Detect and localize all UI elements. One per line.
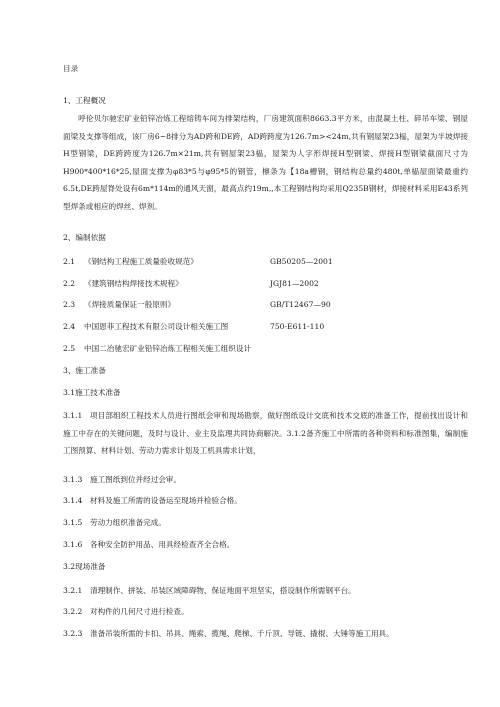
basis-item-num: 2.2 — [63, 279, 76, 288]
item-text: 施工图纸到位并经过会审。 — [90, 475, 182, 484]
item-text: 清理制作、拼装、吊装区域障碍物，保证地面平坦坚实，搭设制作所需钢平台。 — [90, 586, 356, 595]
basis-item-title: 中国二冶驰宏矿业铅锌冶炼工程相关施工组织设计 — [84, 344, 252, 353]
item-text: 准备吊装所需的卡扣、吊具、绳索、揽绳、爬梯、千斤顶、导链、撬棍、大锤等施工用具。 — [90, 629, 394, 638]
paragraph-num: 3.1.1 — [63, 411, 83, 420]
basis-item-num: 2.4 — [63, 322, 76, 331]
item-num: 3.1.4 — [63, 496, 83, 505]
section-1-heading: 1、工程概况 — [63, 96, 106, 105]
item-text: 对构件的几何尺寸进行检查。 — [90, 607, 189, 616]
basis-item-title: 《建筑钢结构焊接技术规程》 — [84, 279, 183, 288]
section-3-2-heading: 3.2现场准备 — [63, 562, 106, 571]
basis-item-code: JGJ81—2002 — [270, 279, 319, 288]
item-text: 各种安全防护用品、用具经检查齐全合格。 — [90, 540, 235, 549]
toc-title: 目录 — [63, 64, 79, 73]
section-3-heading: 3、施工准备 — [63, 366, 106, 375]
paragraph-text: 项目部组织工程技术人员进行图纸会审和现场勘察，做好图纸设计交底和技术交底的准备工作，提前找出设计和施工中存在的关键问题，及时与设计、业主及监理共同协商解决。3.1.2备齐施工中所需的各种资料和标准图集，编制施工图预算、材料计划、劳动力需求计划及工机具需求计划， — [63, 411, 468, 456]
basis-item-num: 2.5 — [63, 344, 76, 353]
item-num: 3.1.3 — [63, 475, 83, 484]
item-num: 3.1.6 — [63, 540, 83, 549]
basis-item-code: GB50205—2001 — [270, 257, 333, 266]
section-2-heading: 2、编制依据 — [63, 233, 106, 242]
item-num: 3.1.5 — [63, 518, 83, 527]
item-text: 劳动力组织准备完成。 — [90, 518, 166, 527]
item-num: 3.2.1 — [63, 586, 83, 595]
basis-item-title: 《钢结构工程施工质量验收规范》 — [84, 257, 198, 266]
item-num: 3.2.3 — [63, 629, 83, 638]
section-3-1-heading: 3.1施工技术准备 — [63, 388, 121, 397]
basis-item-num: 2.1 — [63, 257, 76, 266]
section-1-paragraph-text: 呼伦贝尔驰宏矿业铅锌冶炼工程熔铸车间为排架结构，厂房建筑面积8663.3平方米，由混凝土柱、碎吊车梁、钢屋面梁及支撑等组成，该厂房6~8排分为AD跨和DE跨，AD跨跨度为126.7m><24m,共有钢屋架23榀，屋架为半坡焊接H型钢梁，DE跨跨度为126.7m×21m,共有钢屋架23榀，屋架为人字形焊接H型钢梁、焊接H型钢梁截面尺寸为H900*400*16*25,屋面支撑为φ83*5与φ95*5的钢管，檩条为【18a槽钢，钢结构总量约480t,单榀屋面梁最重约6.5t,DE跨屋脊处设有6m*114m的通风天窗，最高点约19m,,本工程钢结构均采用Q235B钢材，焊接材料采用E43系列型焊条或相应的焊丝、焊剂。 — [63, 114, 468, 211]
basis-item-title: 中国恩菲工程技术有限公司设计相关施工图 — [84, 322, 229, 331]
item-num: 3.2.2 — [63, 607, 83, 616]
item-text: 材料及施工所需的设备运至现场并检验合格。 — [90, 496, 242, 505]
basis-item-code: GB/T12467—90 — [270, 300, 331, 309]
section-3-1-1-paragraph — [63, 407, 468, 460]
section-1-paragraph — [63, 110, 468, 216]
basis-item-title: 《焊接质量保证一般原则》 — [84, 300, 176, 309]
basis-item-code: 750-E611-110 — [270, 322, 325, 331]
basis-item-num: 2.3 — [63, 300, 76, 309]
